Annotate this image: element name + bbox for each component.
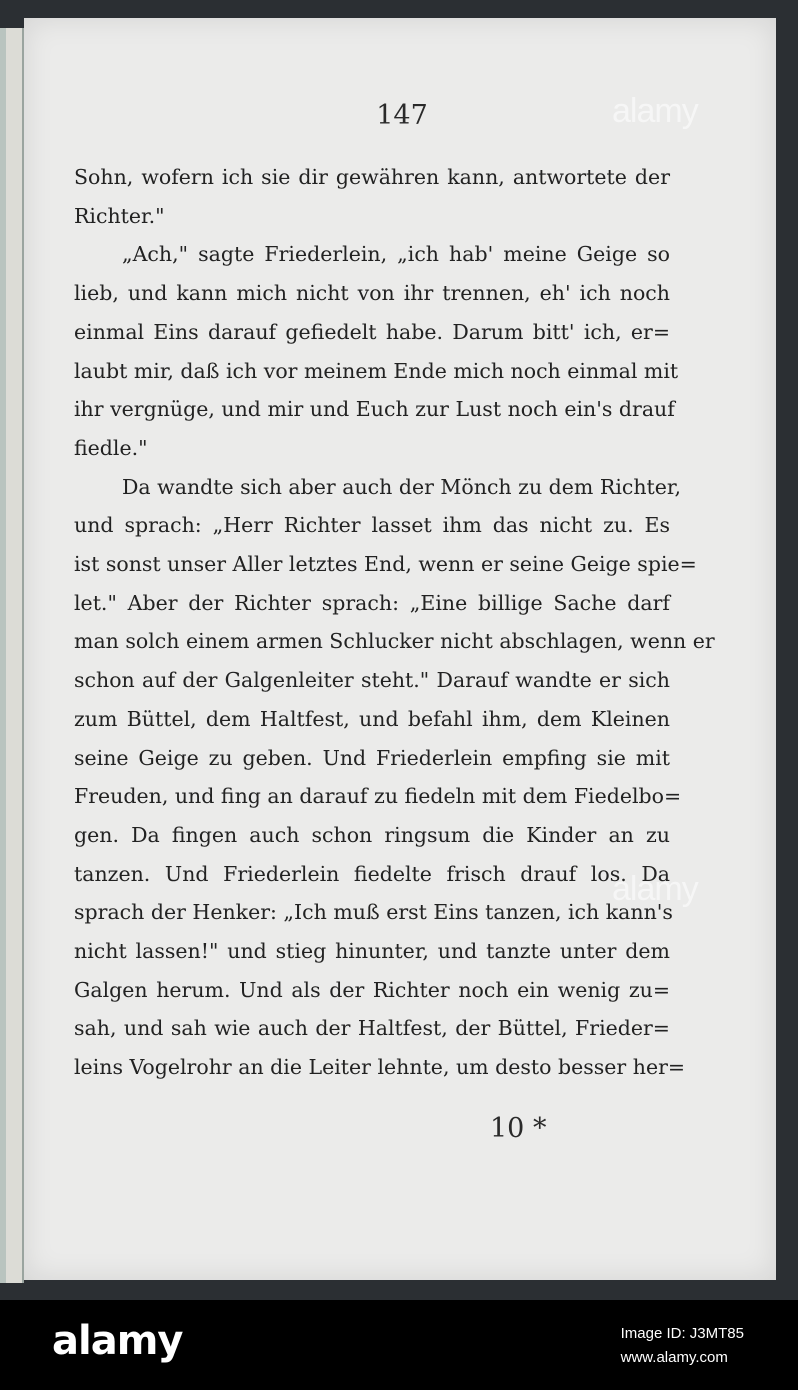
text-line: Da wandte sich aber auch der Mönch zu dem Richter, xyxy=(122,474,681,499)
text-line: schon auf der Galgenleiter steht." Darauf wandte er sich xyxy=(74,668,670,693)
text-line: ihr vergnüge, und mir und Euch zur Lust noch ein's drauf xyxy=(74,397,675,422)
text-line: nicht lassen!" und stieg hinunter, und tanzte unter dem xyxy=(74,939,670,964)
text-line: zum Büttel, dem Haltfest, und befahl ihm, dem Kleinen xyxy=(74,706,670,731)
page-body-text xyxy=(74,158,715,1087)
text-line: gen. Da fingen auch schon ringsum die Kinder an zu xyxy=(74,822,670,847)
text-line: laubt mir, daß ich vor meinem Ende mich noch einmal mit xyxy=(74,358,679,383)
alamy-logo: alamy xyxy=(52,1318,183,1364)
book-spine-edge xyxy=(0,28,6,1283)
text-line: lieb, und kann mich nicht von ihr trennen, eh' ich noch xyxy=(74,281,670,306)
image-id: Image ID: J3MT85 xyxy=(620,1325,744,1342)
watermark-logo: alamy xyxy=(612,870,698,908)
footer-url: www.alamy.com xyxy=(620,1349,728,1366)
text-line: einmal Eins darauf gefiedelt habe. Darum bitt' ich, er= xyxy=(74,319,670,344)
signature-mark: 10 * xyxy=(490,1113,547,1144)
text-line: Richter." xyxy=(74,203,165,228)
text-line: seine Geige zu geben. Und Friederlein empfing sie mit xyxy=(74,745,670,770)
text-line: ist sonst unser Aller letztes End, wenn er seine Geige spie= xyxy=(74,552,697,577)
text-line: fiedle." xyxy=(74,435,148,460)
text-line: leins Vogelrohr an die Leiter lehnte, um desto besser her= xyxy=(74,1055,686,1080)
text-line: Freuden, und fing an darauf zu fiedeln mit dem Fiedelbo= xyxy=(74,784,682,809)
page-number: 147 xyxy=(376,100,428,131)
text-line: sprach der Henker: „Ich muß erst Eins tanzen, ich kann's xyxy=(74,900,673,925)
book-page xyxy=(24,18,776,1280)
text-line: man solch einem armen Schlucker nicht abschlagen, wenn er xyxy=(74,629,715,654)
footer-info xyxy=(621,1322,744,1370)
footer-bar xyxy=(0,1300,798,1390)
text-line: sah, und sah wie auch der Haltfest, der Büttel, Frieder= xyxy=(74,1016,670,1041)
text-line: tanzen. Und Friederlein fiedelte frisch drauf los. Da xyxy=(74,861,670,886)
text-line: Sohn, wofern ich sie dir gewähren kann, antwortete der xyxy=(74,165,670,189)
text-line: und sprach: „Herr Richter lasset ihm das nicht zu. Es xyxy=(74,513,670,538)
text-line: let." Aber der Richter sprach: „Eine billige Sache darf xyxy=(74,590,670,615)
text-line: „Ach," sagte Friederlein, „ich hab' meine Geige so xyxy=(122,242,670,267)
text-line: Galgen herum. Und als der Richter noch ein wenig zu= xyxy=(74,977,670,1002)
watermark-logo: alamy xyxy=(612,92,698,130)
